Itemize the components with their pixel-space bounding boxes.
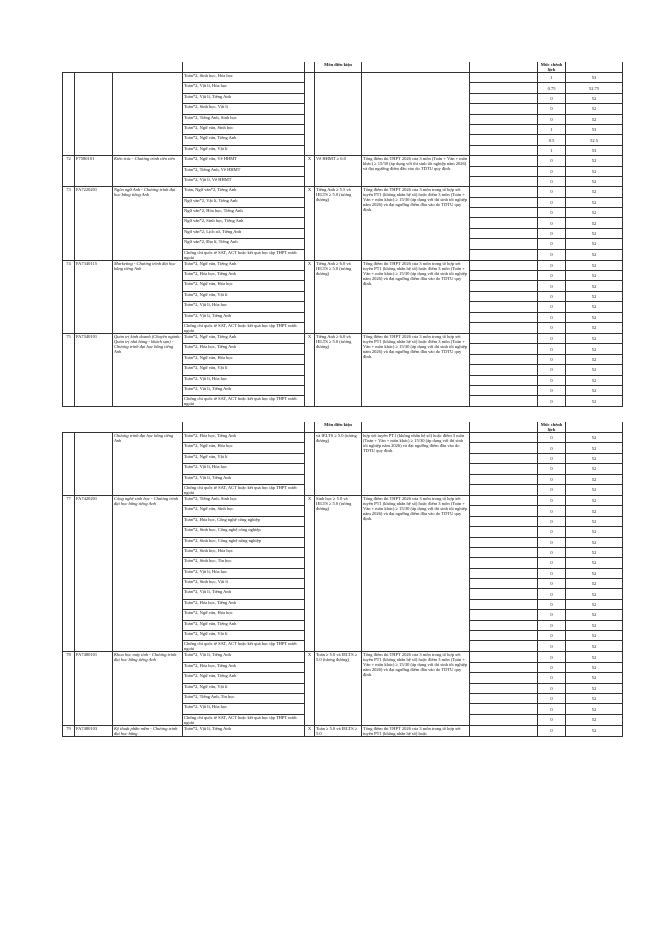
combo-cell: Toán*2, Ngữ văn, Tiếng Anh — [183, 135, 305, 145]
score-cell: 52 — [566, 641, 623, 652]
diff-cell: 0 — [538, 385, 566, 395]
condition-cell: Sinh học ≥ 5.0 và IELTS ≥ 5.0 (tương đương) — [315, 495, 362, 651]
score-cell: 52 — [566, 537, 623, 547]
score-cell: 52 — [566, 208, 623, 218]
combo-cell: Toán*2, Ngữ văn, Vật lí — [183, 291, 305, 301]
score-cell: 52 — [566, 218, 623, 228]
combo-cell: Chứng chỉ quốc tế SAT, ACT hoặc kết quả học tập THPT nước ngoài — [183, 714, 305, 725]
score-cell: 52 — [566, 495, 623, 505]
score-cell: 53 — [566, 73, 623, 83]
diff-cell: 0 — [538, 568, 566, 578]
note-cell: Tổng điểm thi THPT 2026 của 3 môn trong tổ hợp xét tuyển PT1 (không nhân hệ số) hoặc điểm 3 môn (Toán + Văn + môn khác) ≥ 15/30 (áp dụng với thí sinh tốt nghiệp năm 2026) và đạt ngưỡng điểm đầu vào do TDTU quy định. — [362, 333, 470, 406]
score-cell: 52 — [566, 344, 623, 354]
note-cell: Tổng điểm thi THPT 2026 của 3 môn trong tổ hợp xét tuyển PT1 (không nhân hệ số) hoặc điểm 3 môn (Toán + Văn + môn khác) ≥ 15/30 (áp dụng với thí sinh tốt nghiệp năm 2026) và đạt ngưỡng điểm đầu vào do TDTU quy định. — [362, 495, 470, 651]
score-cell: 52 — [566, 464, 623, 474]
diff-cell: 0 — [538, 322, 566, 333]
diff-cell: 0 — [538, 291, 566, 301]
diff-cell: 0 — [538, 610, 566, 620]
score-cell: 52 — [566, 249, 623, 260]
combo-cell: Toán*2, Ngữ văn, Vật lí — [183, 453, 305, 463]
score-cell: 52 — [566, 673, 623, 683]
table-header-row — [63, 422, 623, 433]
note-cell: hợp xét tuyển PT1 (không nhân hệ số) hoặc điểm 3 môn (Toán + Văn + môn khác) ≥ 15/30 (áp dụng với thí sinh tốt nghiệp năm 2026) và đạt ngưỡng điểm đầu vào do TDTU quy định. — [362, 433, 470, 496]
combo-cell: Toán*2, Vật lí, Hóa học — [183, 83, 305, 93]
table-row — [63, 652, 623, 662]
diff-cell: 0 — [538, 271, 566, 281]
program-code: FA7340115 — [75, 260, 113, 333]
combo-cell: Toán, Ngữ văn*2, Tiếng Anh — [183, 187, 305, 197]
combo-cell: Ngữ văn*2, Vật lí, Tiếng Anh — [183, 197, 305, 207]
diff-cell: 0 — [538, 375, 566, 385]
score-cell: 52 — [566, 322, 623, 333]
program-code: FA7340101 — [75, 333, 113, 406]
diff-cell: 0 — [538, 354, 566, 364]
score-cell: 52 — [566, 156, 623, 166]
combo-cell: Toán*2, Ngữ văn, Sinh học — [183, 506, 305, 516]
combo-cell: Toán*2, Ngữ văn, Hóa học — [183, 443, 305, 453]
combo-cell: Chứng chỉ quốc tế SAT, ACT hoặc kết quả học tập THPT nước ngoài — [183, 322, 305, 333]
diff-cell: 0 — [538, 599, 566, 609]
diff-cell: 0 — [538, 673, 566, 683]
combo-cell: Toán*2, Ngữ văn, Tiếng Anh — [183, 673, 305, 683]
diff-cell: 0 — [538, 631, 566, 641]
combo-cell: Toán*2, Hóa học, Tiếng Anh — [183, 271, 305, 281]
diff-cell: 0 — [538, 249, 566, 260]
header-score-diff: Mức chênh lệch — [538, 62, 566, 73]
combo-cell: Toán*2, Hóa học, Tiếng Anh — [183, 433, 305, 443]
table-row — [63, 333, 623, 343]
combo-cell: Toán*2, Ngữ văn, Tiếng Anh — [183, 620, 305, 630]
admission-table-page-1 — [62, 62, 623, 407]
table-row — [63, 725, 623, 736]
score-cell: 52 — [566, 333, 623, 343]
condition-cell: Tiếng Anh ≥ 5.5 và IELTS ≥ 5.0 (tương đương) — [315, 187, 362, 260]
program-no: 77 — [63, 495, 75, 651]
diff-cell: 0 — [538, 484, 566, 495]
program-no: 73 — [63, 187, 75, 260]
combo-cell: Toán*2, Tiếng Anh, Sinh học — [183, 114, 305, 124]
combo-cell: Toán*2, Vật lí, Tiếng Anh — [183, 385, 305, 395]
mark-cell: X — [305, 652, 315, 725]
score-cell: 52 — [566, 652, 623, 662]
combo-cell: Toán*2, Vật lí, Tiếng Anh — [183, 93, 305, 103]
score-cell: 52 — [566, 558, 623, 568]
program-name: Kỹ thuật phần mềm - Chương trình đại học bằng — [113, 725, 183, 736]
diff-cell: 0 — [538, 443, 566, 453]
diff-cell: 0 — [538, 104, 566, 114]
table-row — [63, 156, 623, 166]
diff-cell: 0 — [538, 516, 566, 526]
score-cell: 52 — [566, 589, 623, 599]
combo-cell: Toán*2, Hóa học, Tiếng Anh — [183, 344, 305, 354]
condition-cell: Tiếng Anh ≥ 6.0 và IELTS ≥ 5.0 (tương đương) — [315, 333, 362, 406]
score-cell: 52 — [566, 620, 623, 630]
diff-cell: 0 — [538, 725, 566, 736]
note-cell: Tổng điểm thi THPT 2026 của 3 môn trong tổ hợp xét tuyển PT1 (không nhân hệ số) hoặc điểm 3 môn (Toán + Văn + môn khác) ≥ 15/30 (áp dụng với thí sinh tốt nghiệp năm 2026) và đạt ngưỡng điểm đầu vào do TDTU quy định. — [362, 187, 470, 260]
diff-cell: 0 — [538, 527, 566, 537]
combo-cell: Toán*2, Vật lí, Tiếng Anh — [183, 474, 305, 484]
score-cell: 52 — [566, 197, 623, 207]
diff-cell: 0 — [538, 365, 566, 375]
score-cell: 52 — [566, 484, 623, 495]
diff-cell: 0 — [538, 662, 566, 672]
combo-cell: Toán*2, Ngữ văn, Sinh học — [183, 124, 305, 134]
mark-cell: X — [305, 725, 315, 736]
program-code: FA7220201 — [75, 187, 113, 260]
diff-cell: 0 — [538, 187, 566, 197]
diff-cell: 0 — [538, 547, 566, 557]
combo-cell: Ngữ văn*2, Địa lí, Tiếng Anh — [183, 239, 305, 249]
diff-cell: 0 — [538, 396, 566, 407]
combo-cell: Toán*2, Sinh học, Vật lí — [183, 104, 305, 114]
score-cell: 53 — [566, 145, 623, 155]
table-header-row — [63, 62, 623, 73]
combo-cell: Toán*2, Sinh học, Công nghệ nông nghiệp — [183, 537, 305, 547]
combo-cell: Toán*2, Tiếng Anh, Vẽ HHMT — [183, 166, 305, 176]
diff-cell: 0 — [538, 506, 566, 516]
table-row — [63, 495, 623, 505]
combo-cell: Toán*2, Vật lí, Tiếng Anh — [183, 589, 305, 599]
program-code: FA7480103 — [75, 725, 113, 736]
score-cell: 52 — [566, 516, 623, 526]
combo-cell: Toán*2, Ngữ văn, Hóa học — [183, 610, 305, 620]
combo-cell: Toán*2, Vật lí, Hóa học — [183, 375, 305, 385]
combo-cell: Toán*2, Vật lí, Hóa học — [183, 464, 305, 474]
table-row — [63, 73, 623, 83]
score-cell: 52 — [566, 506, 623, 516]
score-cell: 52 — [566, 166, 623, 176]
score-cell: 52 — [566, 714, 623, 725]
score-cell: 52 — [566, 527, 623, 537]
program-name: Kiến trúc - Chương trình tiên tiến — [113, 156, 183, 187]
score-cell: 52 — [566, 312, 623, 322]
score-cell: 52 — [566, 725, 623, 736]
combo-cell: Toán*2, Tiếng Anh, Sinh học — [183, 495, 305, 505]
header-condition: Môn điều kiện — [315, 422, 362, 433]
score-cell: 52 — [566, 365, 623, 375]
header-condition: Môn điều kiện — [315, 62, 362, 73]
score-cell: 52 — [566, 291, 623, 301]
mark-cell: X — [305, 156, 315, 187]
diff-cell: 0 — [538, 537, 566, 547]
score-cell: 52 — [566, 704, 623, 714]
diff-cell: 0 — [538, 114, 566, 124]
diff-cell: 1 — [538, 73, 566, 83]
score-cell: 53 — [566, 124, 623, 134]
diff-cell: 0 — [538, 281, 566, 291]
diff-cell: 0 — [538, 641, 566, 652]
program-no: 74 — [63, 260, 75, 333]
condition-cell: Tiếng Anh ≥ 6.0 và IELTS ≥ 5.0 (tương đương) — [315, 260, 362, 333]
note-cell: Tổng điểm thi THPT 2026 của 3 môn (Toán + Văn + môn khác) ≥ 15/30 (áp dụng với thí sinh tốt nghiệp năm 2026) và đạt ngưỡng điểm đầu vào do TDTU quy định. — [362, 156, 470, 187]
diff-cell: 0 — [538, 239, 566, 249]
combo-cell: Chứng chỉ quốc tế SAT, ACT hoặc kết quả học tập THPT nước ngoài — [183, 484, 305, 495]
combo-cell: Toán*2, Sinh học, Hóa học — [183, 547, 305, 557]
diff-cell: 0 — [538, 260, 566, 270]
score-cell: 52 — [566, 114, 623, 124]
note-cell: Tổng điểm thi THPT 2026 của 3 môn trong tổ hợp xét tuyển PT1 (không nhân hệ số) hoặc điểm 3 môn (Toán + Văn + môn khác) ≥ 15/30 (áp dụng với thí sinh tốt nghiệp năm 2026) và đạt ngưỡng điểm đầu vào do TDTU quy định. — [362, 652, 470, 725]
diff-cell: 0 — [538, 652, 566, 662]
condition-cell: Vẽ HHMT ≥ 6.0 — [315, 156, 362, 187]
table-row — [63, 260, 623, 270]
program-no: 78 — [63, 652, 75, 725]
program-no: 79 — [63, 725, 75, 736]
combo-cell: Toán*2, Ngữ văn, Hóa học — [183, 281, 305, 291]
score-cell: 52 — [566, 260, 623, 270]
score-cell: 52 — [566, 433, 623, 443]
diff-cell: 0 — [538, 683, 566, 693]
combo-cell: Toán*2, Vật lí, Tiếng Anh — [183, 725, 305, 736]
score-cell: 52 — [566, 228, 623, 238]
combo-cell: Chứng chỉ quốc tế SAT, ACT hoặc kết quả học tập THPT nước ngoài — [183, 249, 305, 260]
diff-cell: 0.75 — [538, 83, 566, 93]
diff-cell: 0 — [538, 333, 566, 343]
combo-cell: Toán*2, Vật lí, Hóa học — [183, 704, 305, 714]
score-cell: 52 — [566, 443, 623, 453]
program-no: 72 — [63, 156, 75, 187]
mark-cell: X — [305, 187, 315, 260]
combo-cell: Toán*2, Ngữ văn, Vật lí — [183, 365, 305, 375]
diff-cell: 0 — [538, 197, 566, 207]
table-row — [63, 433, 623, 443]
combo-cell: Toán*2, Vật lí, Hóa học — [183, 302, 305, 312]
score-cell: 52 — [566, 396, 623, 407]
diff-cell: 0 — [538, 693, 566, 703]
program-code: FA7420201 — [75, 495, 113, 651]
combo-cell: Chứng chỉ quốc tế SAT, ACT hoặc kết quả học tập THPT nước ngoài — [183, 641, 305, 652]
diff-cell: 0 — [538, 312, 566, 322]
score-cell: 52 — [566, 693, 623, 703]
note-cell: Tổng điểm thi THPT 2026 của 3 môn trong tổ hợp xét tuyển PT1 (không nhân hệ số) hoặc — [362, 725, 470, 736]
score-cell: 52 — [566, 239, 623, 249]
combo-cell: Chứng chỉ quốc tế SAT, ACT hoặc kết quả học tập THPT nước ngoài — [183, 396, 305, 407]
combo-cell: Ngữ văn*2, Lịch sử, Tiếng Anh — [183, 228, 305, 238]
diff-cell: 0 — [538, 620, 566, 630]
diff-cell: 0 — [538, 464, 566, 474]
score-cell: 52 — [566, 631, 623, 641]
diff-cell: 0 — [538, 558, 566, 568]
combo-cell: Toán*2, Ngữ văn, Vẽ HHMT — [183, 156, 305, 166]
combo-cell: Toán*2, Ngữ văn, Vật lí — [183, 631, 305, 641]
score-cell: 52 — [566, 683, 623, 693]
mark-cell: X — [305, 260, 315, 333]
diff-cell: 0 — [538, 453, 566, 463]
combo-cell: Toán*2, Ngữ văn, Tiếng Anh — [183, 333, 305, 343]
mark-cell: X — [305, 495, 315, 651]
diff-cell: 0 — [538, 344, 566, 354]
combo-cell: Toán*2, Vật lí, Hóa học — [183, 568, 305, 578]
score-cell: 52 — [566, 281, 623, 291]
combo-cell: Toán*2, Vật lí, Tiếng Anh — [183, 312, 305, 322]
condition-cell: và IELTS ≥ 5.0 (tương đương) — [315, 433, 362, 496]
header-score-diff: Mức chênh lệch — [538, 422, 566, 433]
condition-cell: Toán ≥ 5.0 và IELTS ≥ 5.0 (tương đương) — [315, 652, 362, 725]
diff-cell: 0 — [538, 495, 566, 505]
program-code: FA7480101 — [75, 652, 113, 725]
diff-cell: 0 — [538, 93, 566, 103]
score-cell: 52 — [566, 610, 623, 620]
program-code: F7580101 — [75, 156, 113, 187]
program-name: Quản trị kinh doanh (Chuyên ngành: Quản trị nhà hàng - khách sạn) - Chương trình đại học bằng tiếng Anh — [113, 333, 183, 406]
note-cell: Tổng điểm thi THPT 2026 của 3 môn trong tổ hợp xét tuyển PT1 (không nhân hệ số) hoặc điểm 3 môn (Toán + Văn + môn khác) ≥ 15/30 (áp dụng với thí sinh tốt nghiệp năm 2026) và đạt ngưỡng điểm đầu vào do TDTU quy định. — [362, 260, 470, 333]
score-cell: 52 — [566, 385, 623, 395]
combo-cell: Ngữ văn*2, Hóa học, Tiếng Anh — [183, 208, 305, 218]
score-cell: 52 — [566, 547, 623, 557]
mark-cell: X — [305, 333, 315, 406]
diff-cell: 0 — [538, 302, 566, 312]
diff-cell: 0 — [538, 156, 566, 166]
combo-cell: Toán*2, Sinh học, Tin học — [183, 558, 305, 568]
diff-cell: 0 — [538, 218, 566, 228]
combo-cell: Toán*2, Ngữ văn, Vật lí — [183, 145, 305, 155]
score-cell: 52.75 — [566, 83, 623, 93]
program-no: 75 — [63, 333, 75, 406]
diff-cell: 0 — [538, 474, 566, 484]
combo-cell: Toán*2, Vật lí, Tiếng Anh — [183, 652, 305, 662]
table-row — [63, 187, 623, 197]
score-cell: 52 — [566, 599, 623, 609]
diff-cell: 0 — [538, 176, 566, 186]
program-name: Khoa học máy tính - Chương trình đại học bằng tiếng Anh — [113, 652, 183, 725]
score-cell: 52 — [566, 176, 623, 186]
combo-cell: Toán*2, Hóa học, Tiếng Anh — [183, 662, 305, 672]
combo-cell: Toán*2, Ngữ văn, Hóa học — [183, 354, 305, 364]
score-cell: 52 — [566, 474, 623, 484]
program-name: Chương trình đại học bằng tiếng Anh — [113, 433, 183, 496]
score-cell: 52 — [566, 93, 623, 103]
score-cell: 52 — [566, 453, 623, 463]
diff-cell: 1 — [538, 124, 566, 134]
score-cell: 52.5 — [566, 135, 623, 145]
diff-cell: 0.5 — [538, 135, 566, 145]
score-cell: 52 — [566, 375, 623, 385]
program-name: Ngôn ngữ Anh - Chương trình đại học bằng tiếng Anh — [113, 187, 183, 260]
score-cell: 52 — [566, 271, 623, 281]
score-cell: 52 — [566, 104, 623, 114]
diff-cell: 0 — [538, 166, 566, 176]
score-cell: 52 — [566, 354, 623, 364]
score-cell: 52 — [566, 568, 623, 578]
condition-cell: Toán ≥ 5.0 và IELTS ≥ 5.0 — [315, 725, 362, 736]
score-cell: 52 — [566, 302, 623, 312]
diff-cell: 0 — [538, 704, 566, 714]
diff-cell: 0 — [538, 208, 566, 218]
combo-cell: Toán*2, Hóa học, Tiếng Anh — [183, 599, 305, 609]
combo-cell: Toán*2, Sinh học, Vật lí — [183, 579, 305, 589]
diff-cell: 0 — [538, 714, 566, 725]
admission-table-page-2 — [62, 422, 623, 737]
score-cell: 52 — [566, 579, 623, 589]
combo-cell: Toán*2, Tiếng Anh, Tin học — [183, 693, 305, 703]
combo-cell: Toán*2, Ngữ văn, Vật lí — [183, 683, 305, 693]
diff-cell: 0 — [538, 228, 566, 238]
score-cell: 52 — [566, 662, 623, 672]
combo-cell: Ngữ văn*2, Sinh học, Tiếng Anh — [183, 218, 305, 228]
program-name: Marketing - Chương trình đại học bằng tiếng Anh — [113, 260, 183, 333]
combo-cell: Toán*2, Sinh học, Công nghệ công nghiệp — [183, 527, 305, 537]
combo-cell: Toán*2, Vật lí, Vẽ HHMT — [183, 176, 305, 186]
score-cell: 52 — [566, 187, 623, 197]
combo-cell: Toán*2, Sinh học, Hóa học — [183, 73, 305, 83]
diff-cell: 0 — [538, 433, 566, 443]
combo-cell: Toán*2, Hóa học, Công nghệ công nghiệp — [183, 516, 305, 526]
combo-cell: Toán*2, Ngữ văn, Tiếng Anh — [183, 260, 305, 270]
diff-cell: 0 — [538, 589, 566, 599]
diff-cell: 0 — [538, 579, 566, 589]
diff-cell: 1 — [538, 145, 566, 155]
program-name: Công nghệ sinh học - Chương trình đại học bằng tiếng Anh — [113, 495, 183, 651]
